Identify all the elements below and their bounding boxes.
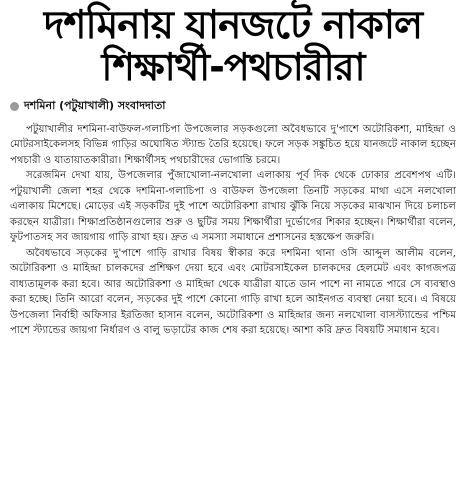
headline-line-1: দশমিনায় যানজটে নাকাল — [43, 3, 423, 48]
paragraph-2: সরেজমিন দেখা যায়, উপজেলার পুঁজাখোলা-নলখোলা এলাকায় পূর্ব দিক থেকে ঢোকার প্রবেশপথ এটি। পটুয়াখালী জেলা শহর থেকে দশমিনা-গলাচিপা ও বাউফল উপজেলা তিনটি সড়কের মাথা এসে নলখোলা এলাকায় মিশেছে। মোড়ের এই সড়কটির দুই পাশে অটোরিকশা রাখায় ঝুঁকি নিয়ে সড়কের মাঝখান দিয়ে চলাচল করছেন যাত্রীরা। শিক্ষাপ্রতিষ্ঠানগুলোর শুরু ও ছুটির সময় শিক্ষার্থীরা দুর্ভোগের শিকার হচ্ছেন। শিক্ষার্থীরা বলেন, ফুটপাতসহ সব জায়গায় গাড়ি রাখা হয়। দ্রুত এ সমস্যা সমাধানে প্রশাসনের হস্তক্ষেপ জরুরি। — [10, 170, 456, 244]
article-body — [10, 122, 456, 339]
bullet-icon — [10, 102, 19, 111]
paragraph-3: অবৈধভাবে সড়কের দু'পাশে গাড়ি রাখার বিষয় স্বীকার করে দশমিনা থানা ওসি আব্দুল আলীম বলেন, অটোরিকশা ও মাহিন্দ্রা চালকদের প্রশিক্ষণ দেয়া হবে এবং মোটরসাইকেল চালকদের হেলমেট এবং কাগজপত্র বাধ্যতামূলক করা হবে। আর অটোরিকশা ও মাহিন্দ্রা থেকে যাত্রীরা যাতে ডান পাশে না নামতে পারে সে ব্যবস্থাও করা হচ্ছে। তিনি আরো বলেন, সড়কের দুই পাশে কোনো গাড়ি রাখা হলে আইনগত ব্যবস্থা নেয়া হবে। এ বিষয়ে উপজেলা নির্বাহী অফিসার ইরতিজা হাসান বলেন, অটোরিকশা ও মাহিন্দ্রার জন্য নলখোলা বাসস্ট্যান্ডের পশ্চিম পাশে স্ট্যান্ডের জায়গা নির্ধারণ ও বালু ভড়াটের কাজ শেষ করা হয়েছে। আশা করি দ্রুত বিষয়টি সমাধান হবে। — [10, 247, 456, 337]
headline-line-2: শিক্ষার্থী-পথচারীরা — [101, 44, 365, 89]
dateline — [10, 97, 456, 116]
paragraph-1: পটুয়াখালীর দশমিনা-বাউফল-গলাচিপা উপজেলার সড়কগুলো অবৈধভাবে দু'পাশে অটোরিকশা, মাহিন্দ্রা ও মোটরসাইকেলসহ বিভিন্ন গাড়ির অঘোষিত স্ট্যান্ড তৈরি হয়েছে। ফলে সড়ক সঙ্কুচিত হয়ে যানজটে নাকাল হচ্ছেন পথচারী ও যাতায়াতকারীরা। শিক্ষার্থীসহ পথচারীদের ভোগান্তি চরমে। — [10, 123, 456, 166]
dateline-text: দশমিনা (পটুয়াখালী) সংবাদদাতা — [24, 98, 166, 112]
